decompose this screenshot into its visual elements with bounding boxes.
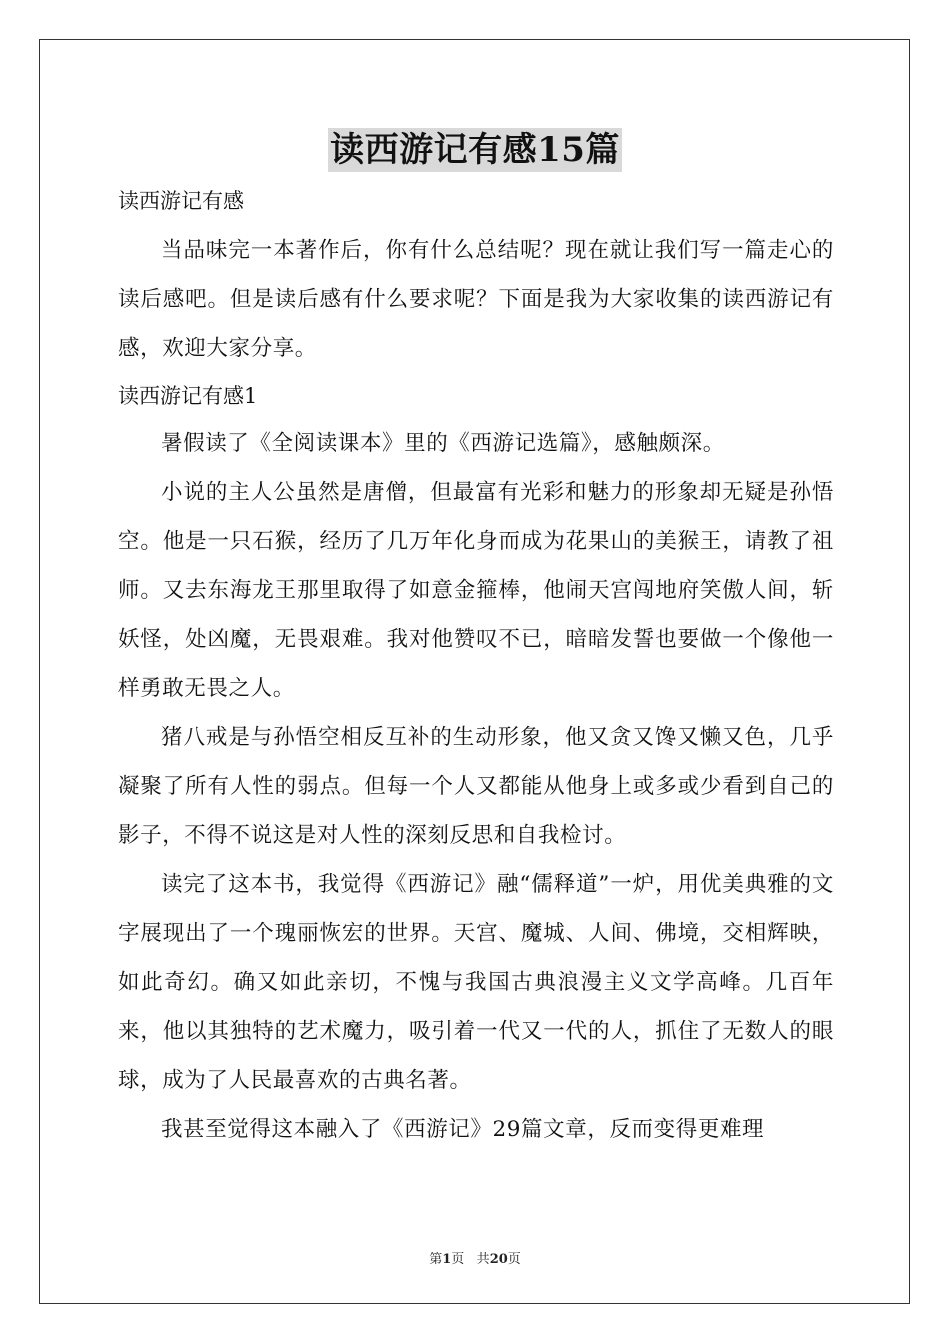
body-paragraph: 猪八戒是与孙悟空相反互补的生动形象，他又贪又馋又懒又色，几乎凝聚了所有人性的弱点。但每一个人又都能从他身上或多或少看到自己的影子，不得不说这是对人性的深刻反思和自我检讨。 (118, 725, 834, 848)
document-title: 读西游记有感15篇 (330, 130, 620, 170)
intro-heading: 读西游记有感 (118, 189, 244, 213)
section-heading: 读西游记有感1 (118, 384, 258, 408)
body-paragraph: 小说的主人公虽然是唐僧，但最富有光彩和魅力的形象却无疑是孙悟空。他是一只石猴，经历了几万年化身而成为花果山的美猴王，请教了祖师。又去东海龙王那里取得了如意金箍棒，他闹天宫闯地府笑傲人间，斩妖怪，处凶魔，无畏艰难。我对他赞叹不已，暗暗发誓也要做一个像他一样勇敢无畏之人。 (118, 480, 834, 701)
total-pages: 20 (489, 1252, 508, 1267)
page-prefix: 第 (429, 1252, 443, 1267)
body-paragraph: 读完了这本书，我觉得《西游记》融“儒释道”一炉，用优美典雅的文字展现出了一个瑰丽恢宏的世界。天宫、魔城、人间、佛境，交相辉映，如此奇幻。确又如此亲切，不愧与我国古典浪漫主义文学高峰。几百年来，他以其独特的艺术魔力，吸引着一代又一代的人，抓住了无数人的眼球，成为了人民最喜欢的古典名著。 (118, 872, 834, 1093)
page-footer (0, 1248, 950, 1267)
intro-paragraph: 当品味完一本著作后，你有什么总结呢？现在就让我们写一篇走心的读后感吧。但是读后感有什么要求呢？下面是我为大家收集的读西游记有感，欢迎大家分享。 (118, 238, 834, 361)
title-container (0, 128, 950, 172)
body-paragraph: 我甚至觉得这本融入了《西游记》29篇文章，反而变得更难理 (161, 1117, 765, 1142)
total-prefix: 共 (476, 1252, 490, 1267)
page-number: 1 (442, 1252, 452, 1267)
document-body (118, 178, 834, 1154)
total-suffix: 页 (507, 1252, 521, 1267)
body-paragraph: 暑假读了《全阅读课本》里的《西游记选篇》，感触颇深。 (161, 431, 725, 456)
page-suffix: 页 (451, 1252, 465, 1267)
